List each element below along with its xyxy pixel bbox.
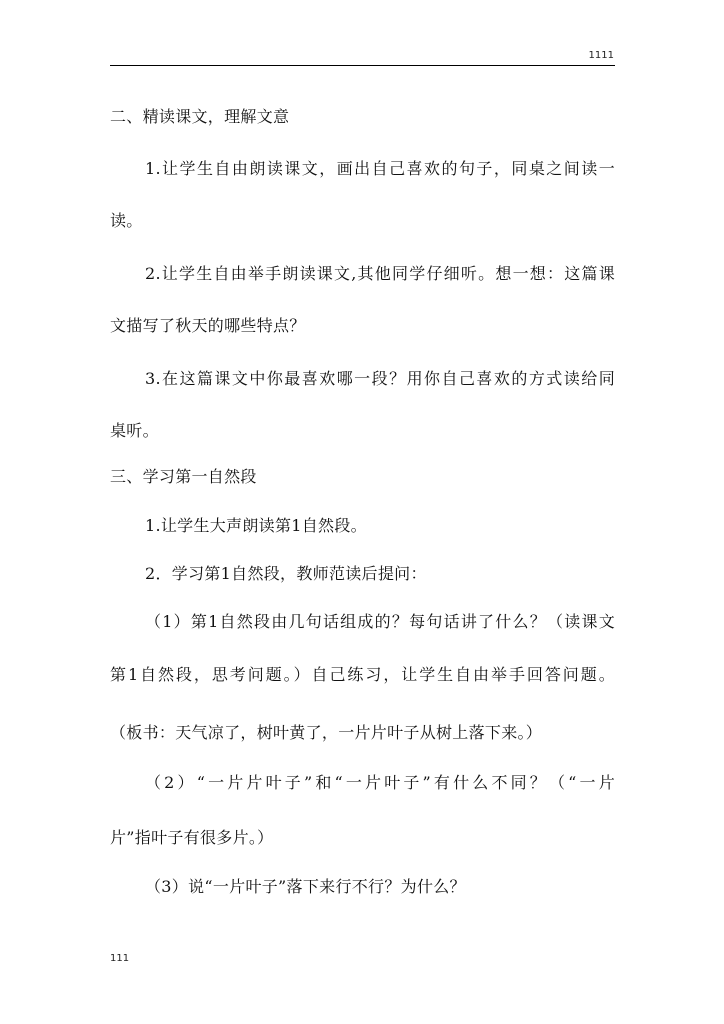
paragraph-line: （2）“一片片叶子”和“一片叶子”有什么不同？（“一片 [145, 773, 615, 792]
paragraph-line: 1.让学生大声朗读第1自然段。 [145, 516, 367, 535]
paragraph-line: （板书：天气凉了，树叶黄了，一片片叶子从树上落下来。） [110, 723, 543, 742]
paragraph-line: （3）说“一片叶子”落下来行不行？为什么？ [145, 877, 466, 896]
paragraph-line: 片”指叶子有很多片。） [110, 828, 274, 847]
section-heading-2: 二、精读课文，理解文意 [110, 107, 290, 126]
paragraph-line: 2.让学生自由举手朗读课文,其他同学仔细听。想一想：这篇课 [145, 264, 615, 283]
section-heading-3: 三、学习第一自然段 [110, 467, 257, 486]
paragraph-line: 文描写了秋天的哪些特点？ [110, 316, 306, 335]
paragraph-line: 1.让学生自由朗读课文，画出自己喜欢的句子，同桌之间读一 [145, 159, 615, 178]
paragraph-line: （1）第1自然段由几句话组成的？每句话讲了什么？（读课文 [145, 612, 615, 631]
paragraph-line: 2．学习第1自然段，教师范读后提问： [145, 564, 427, 583]
header-page-number: 1111 [588, 50, 614, 61]
paragraph-line: 桌听。 [110, 421, 159, 440]
paragraph-line: 3.在这篇课文中你最喜欢哪一段？用你自己喜欢的方式读给同 [145, 369, 615, 388]
paragraph-line: 第1自然段，思考问题。）自己练习，让学生自由举手回答问题。 [110, 665, 615, 684]
paragraph-line: 读。 [110, 211, 143, 230]
footer-page-number: 111 [110, 953, 130, 964]
header-rule [110, 65, 615, 66]
